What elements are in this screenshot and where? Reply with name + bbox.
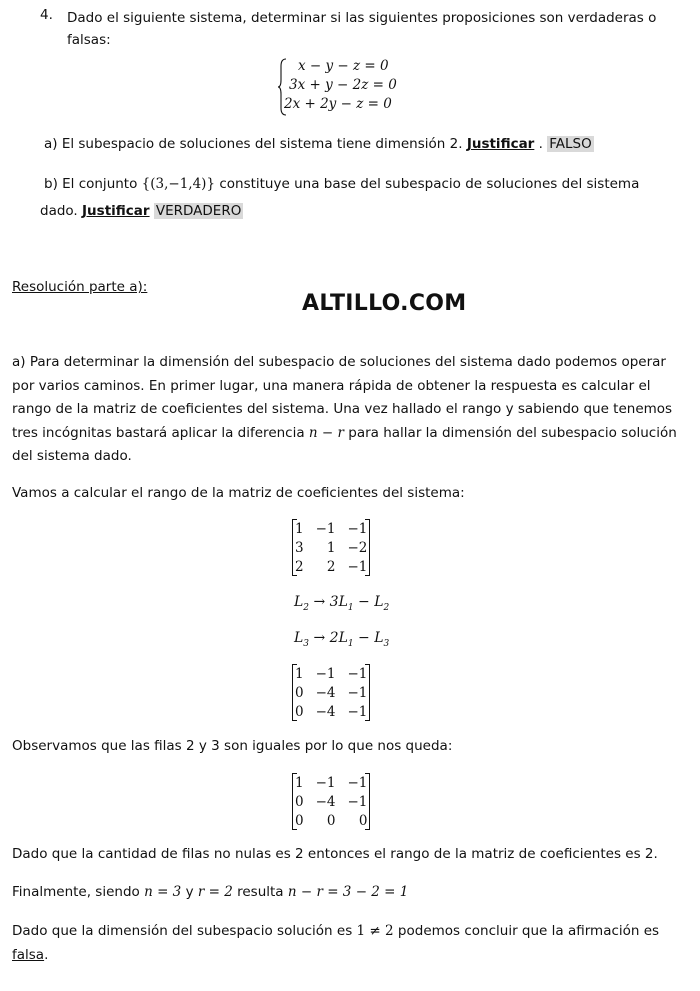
- matrix-3-cell: 0: [326, 812, 336, 829]
- bracket-corner: [292, 664, 297, 665]
- matrix-1-cell: 2: [326, 558, 336, 575]
- bracket-corner: [365, 829, 370, 830]
- p6-text-a: Dado que la dimensión del subespacio solución es: [12, 923, 353, 939]
- paragraph-3: Observamos que las filas 2 y 3 son iguales por lo que nos queda:: [12, 738, 453, 754]
- bracket-corner: [292, 575, 297, 576]
- matrix-3-cell: 0: [358, 812, 368, 829]
- paragraph-4: Dado que la cantidad de filas no nulas es 2 entonces el rango de la matriz de coeficientes es 2.: [12, 846, 658, 862]
- matrix-1-row-3: [293, 557, 370, 576]
- p5-text-c: resulta: [237, 884, 284, 900]
- row-operation-2: $L_3 \to 2L_1 - L_3$: [294, 630, 390, 649]
- matrix-3: [292, 773, 370, 830]
- p6-period: .: [44, 946, 49, 963]
- bracket-corner: [365, 720, 370, 721]
- bracket-corner: [365, 664, 370, 665]
- bracket-corner: [292, 773, 297, 774]
- row-operation-1: $L_2 \to 3L_1 - L_2$: [294, 594, 390, 613]
- paragraph-1-math: n − r: [308, 424, 344, 441]
- matrix-1-cell: 3: [295, 539, 304, 556]
- matrix-1-cell: −1: [347, 520, 368, 537]
- equation-2: 3x + y − 2z = 0: [289, 77, 397, 93]
- matrix-1-cell: −2: [347, 539, 368, 556]
- matrix-3-cell: 0: [295, 812, 304, 829]
- matrix-2-cell: −4: [315, 684, 336, 701]
- matrix-1-cell: −1: [315, 520, 336, 537]
- equation-3: 2x + 2y − z = 0: [284, 96, 392, 112]
- proposition-b: [44, 176, 676, 192]
- paragraph-2: Vamos a calcular el rango de la matriz de coeficientes del sistema:: [12, 485, 465, 501]
- proposition-a-text: a) El subespacio de soluciones del sistema tiene dimensión 2.: [44, 136, 463, 152]
- matrix-3-row-2: [293, 792, 370, 811]
- proposition-b-set: {(3,−1,4)}: [141, 176, 216, 192]
- matrix-2-cell: 1: [295, 665, 304, 682]
- matrix-1-row-1: [293, 519, 370, 538]
- proposition-b-answer: VERDADERO: [155, 203, 242, 219]
- paragraph-1-text-a: a) Para determinar la dimensión del subespacio de soluciones del sistema dado podemos operar por varios caminos. En primer lugar, una manera rápida de obtener la respuesta es calcular el rango de la matriz de coeficientes del sistema. Una vez hallado el rango y sabiendo que tenemos tres incógnitas bastará aplicar la diferencia: [12, 354, 673, 441]
- resolution-heading: Resolución parte a):: [12, 279, 148, 295]
- matrix-2-row-2: [293, 683, 370, 702]
- matrix-3-cell: 0: [295, 793, 304, 810]
- paragraph-1: [12, 351, 682, 469]
- matrix-3-cell: −1: [347, 774, 368, 791]
- matrix-2: [292, 664, 370, 721]
- problem-number: 4.: [40, 7, 53, 23]
- p6-math: 1 ≠ 2: [356, 923, 394, 939]
- p5-math-2: r = 2: [197, 884, 233, 900]
- p5-text-b: y: [185, 884, 194, 900]
- matrix-3-row-3: [293, 811, 370, 830]
- paragraph-5: [12, 881, 682, 905]
- p5-math-1: n = 3: [144, 884, 182, 900]
- p6-falsa: falsa: [12, 946, 45, 963]
- proposition-b-start: b) El conjunto: [44, 176, 138, 192]
- proposition-a: [44, 136, 594, 152]
- proposition-b-line2: [40, 203, 243, 219]
- matrix-2-cell: 0: [295, 703, 304, 720]
- proposition-a-justify: Justificar: [466, 136, 535, 152]
- problem-statement-line2: falsas:: [67, 32, 111, 48]
- proposition-b-end: constituye una base del subespacio de soluciones del sistema: [219, 176, 640, 192]
- matrix-1: [292, 519, 370, 576]
- problem-statement-line1: Dado el siguiente sistema, determinar si las siguientes proposiciones son verdaderas o: [67, 10, 657, 26]
- bracket-corner: [292, 720, 297, 721]
- proposition-a-sep: .: [534, 136, 548, 152]
- matrix-2-cell: −1: [347, 703, 368, 720]
- matrix-2-cell: 0: [295, 684, 304, 701]
- proposition-a-answer: FALSO: [549, 136, 592, 152]
- p5-text-a: Finalmente, siendo: [12, 884, 140, 900]
- altillo-watermark: ALTILLO.COM: [302, 291, 467, 316]
- bracket-corner: [365, 519, 370, 520]
- paragraph-1-text-b: para hallar la dimensión del subespacio solución del sistema dado.: [12, 424, 677, 464]
- problem-statement: [67, 7, 667, 51]
- matrix-1-cell: 1: [326, 539, 336, 556]
- equation-1: x − y − z = 0: [298, 58, 389, 74]
- matrix-3-cell: 1: [295, 774, 304, 791]
- matrix-3-row-1: [293, 773, 370, 792]
- equation-system: [278, 58, 418, 118]
- bracket-corner: [292, 519, 297, 520]
- matrix-2-cell: −1: [315, 665, 336, 682]
- bracket-corner: [292, 829, 297, 830]
- bracket-corner: [365, 773, 370, 774]
- matrix-2-row-3: [293, 702, 370, 721]
- p5-math-3: n − r = 3 − 2 = 1: [287, 884, 409, 900]
- proposition-b-dado: dado.: [40, 203, 78, 219]
- matrix-1-cell: 1: [295, 520, 304, 537]
- matrix-2-cell: −1: [347, 665, 368, 682]
- p6-text-b: podemos concluir que la afirmación es: [397, 923, 660, 939]
- matrix-3-cell: −4: [315, 793, 336, 810]
- matrix-1-cell: −1: [347, 558, 368, 575]
- matrix-2-cell: −4: [315, 703, 336, 720]
- bracket-corner: [365, 575, 370, 576]
- matrix-3-cell: −1: [347, 793, 368, 810]
- matrix-1-row-2: [293, 538, 370, 557]
- matrix-2-cell: −1: [347, 684, 368, 701]
- paragraph-6: [12, 920, 682, 967]
- proposition-b-justify: Justificar: [82, 203, 150, 219]
- matrix-1-cell: 2: [295, 558, 304, 575]
- matrix-2-row-1: [293, 664, 370, 683]
- matrix-3-cell: −1: [315, 774, 336, 791]
